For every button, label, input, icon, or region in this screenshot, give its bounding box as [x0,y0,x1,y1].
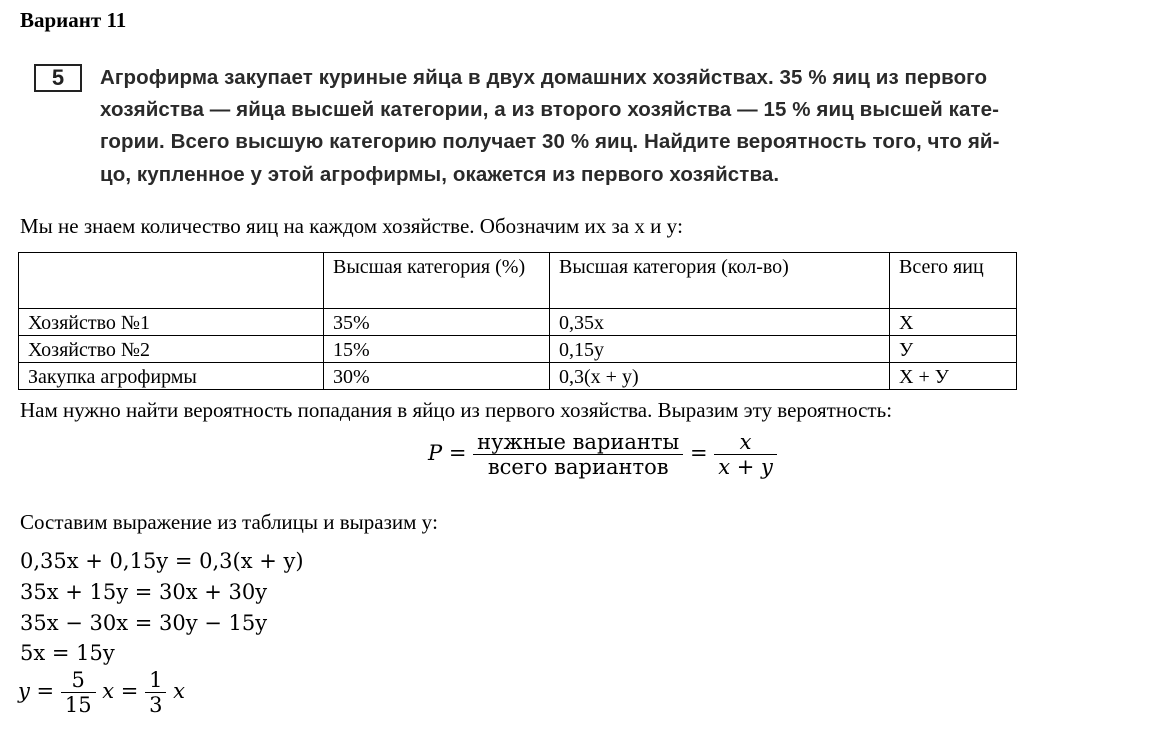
probability-formula [428,430,777,479]
formula-eq: = [448,441,467,465]
formula-denominator: всего вариантов [487,455,669,479]
formula-numerator: x [714,430,777,455]
final-numerator: 5 [61,668,96,693]
task-line-4: цо, купленное у этой агрофирмы, окажется из первого хозяйства. [100,163,780,186]
equation-line: 0,35x + 0,15y = 0,3(x + y) [20,549,304,573]
equation-line: 35x + 15y = 30x + 30y [20,580,268,604]
table-cell: X + У [890,363,1017,390]
task-line-2: хозяйства — яйца высшей категории, а из второго хозяйства — 15 % яиц высшей кате- [100,98,1000,121]
probability-text: Нам нужно найти вероятность попадания в яйцо из первого хозяйства. Выразим эту вероятность: [20,398,893,422]
formula-lhs: P [428,441,443,465]
equation-line: 35x − 30x = 30y − 15y [20,611,268,635]
task-line-3: гории. Всего высшую категорию получает 30 % яиц. Найдите вероятность того, что яй- [100,130,1000,153]
variant-title: Вариант 11 [20,8,127,32]
formula-denominator: x + y [718,455,773,479]
table-cell: Закупка агрофирмы [19,363,324,390]
final-mid: x = [102,679,139,703]
table-row [19,336,1017,363]
table-cell: 0,3(x + y) [550,363,890,390]
task-number-box: 5 [34,64,82,92]
table-cell: Хозяйство №1 [19,309,324,336]
table-cell: 15% [324,336,550,363]
table-header-row [19,253,1017,309]
final-lhs: y = [18,679,55,703]
task-line-1: Агрофирма закупает куриные яйца в двух домашних хозяйствах. 35 % яиц из первого [100,66,988,89]
final-fraction-1 [61,668,96,717]
table-row [19,309,1017,336]
final-denominator: 3 [149,693,163,717]
table-cell: X [890,309,1017,336]
table-row [19,363,1017,390]
formula-numerator: нужные варианты [473,430,683,455]
table-cell: 30% [324,363,550,390]
compose-text: Составим выражение из таблицы и выразим y: [20,510,439,534]
data-table [18,252,1017,390]
formula-fraction-words [473,430,683,479]
final-fraction-2 [145,668,166,717]
formula-fraction-vars [714,430,777,479]
final-tail: x [173,679,185,703]
table-header-cell [19,253,324,309]
table-cell: 35% [324,309,550,336]
formula-eq: = [689,441,708,465]
table-header-cell: Высшая категория (%) [324,253,550,309]
final-numerator: 1 [145,668,166,693]
final-equation [18,668,185,717]
intro-text: Мы не знаем количество яиц на каждом хозяйстве. Обозначим их за x и y: [20,214,683,238]
table-cell: 0,15y [550,336,890,363]
table-header-cell: Высшая категория (кол-во) [550,253,890,309]
final-denominator: 15 [64,693,92,717]
table-header-cell: Всего яиц [890,253,1017,309]
equation-line: 5x = 15y [20,641,115,665]
table-cell: У [890,336,1017,363]
table-cell: Хозяйство №2 [19,336,324,363]
table-cell: 0,35x [550,309,890,336]
